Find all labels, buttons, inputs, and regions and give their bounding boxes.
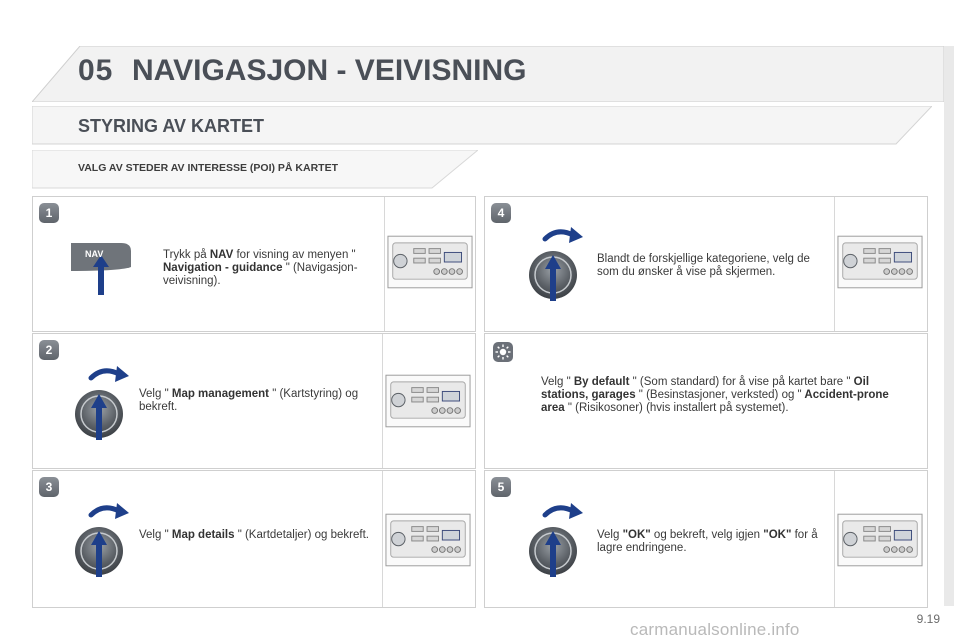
step-5-text: Velg "OK" og bekreft, velg igjen "OK" for å lagre endringene. <box>597 529 818 554</box>
section-title: STYRING AV KARTET <box>78 116 265 136</box>
lightbulb-icon <box>493 342 513 362</box>
rotary-knob-icon <box>523 501 593 581</box>
step-badge: 4 <box>491 203 511 223</box>
step-badge: 3 <box>39 477 59 497</box>
step-1-image-cell <box>384 197 475 331</box>
step-2-image-cell <box>382 334 475 468</box>
rotary-knob-icon <box>69 364 139 444</box>
step-3-text: Velg " Map details " (Kartdetaljer) og bekreft. <box>139 529 369 541</box>
page-number: 9.19 <box>916 612 940 626</box>
rotary-knob-icon <box>523 225 593 305</box>
nav-button-label: NAV <box>85 249 104 259</box>
chapter-title: NAVIGASJON - VEIVISNING <box>132 54 527 87</box>
step-4-image-cell <box>834 197 927 331</box>
step-2-text: Velg " Map management " (Kartstyring) og bekreft. <box>139 388 359 413</box>
radio-panel-illustration <box>385 374 471 428</box>
right-sidebar <box>944 46 954 606</box>
step-4-text: Blandt de forskjellige kategoriene, velg de som du ønsker å vise på skjermen. <box>597 253 810 278</box>
radio-panel-illustration <box>837 235 923 289</box>
step-2-panel <box>32 333 476 469</box>
tip-panel <box>484 333 928 469</box>
radio-panel-illustration <box>385 513 471 567</box>
nav-button-illustration <box>71 237 141 297</box>
tip-text: Velg " By default " (Som standard) for å vise på kartet bare " Oil stations, garages " (Besinstasjoner, verksted) og " Accident-prone area " (Risikosoner) (hvis installert på systemet). <box>541 376 889 414</box>
step-5-image-cell <box>834 471 927 607</box>
step-3-panel <box>32 470 476 608</box>
step-5-panel <box>484 470 928 608</box>
step-badge: 1 <box>39 203 59 223</box>
step-badge: 2 <box>39 340 59 360</box>
step-4-panel <box>484 196 928 332</box>
rotary-knob-icon <box>69 501 139 581</box>
step-3-image-cell <box>382 471 475 607</box>
radio-panel-illustration <box>837 513 923 567</box>
step-1-panel <box>32 196 476 332</box>
radio-panel-illustration <box>387 235 473 289</box>
step-badge: 5 <box>491 477 511 497</box>
step-1-text: Trykk på NAV for visning av menyen " Navigation - guidance " (Navigasjon-veivisning). <box>163 249 358 287</box>
watermark: carmanualsonline.info <box>630 620 800 639</box>
chapter-number: 05 <box>78 54 114 87</box>
subsection-title: VALG AV STEDER AV INTERESSE (POI) PÅ KARTET <box>78 162 338 174</box>
